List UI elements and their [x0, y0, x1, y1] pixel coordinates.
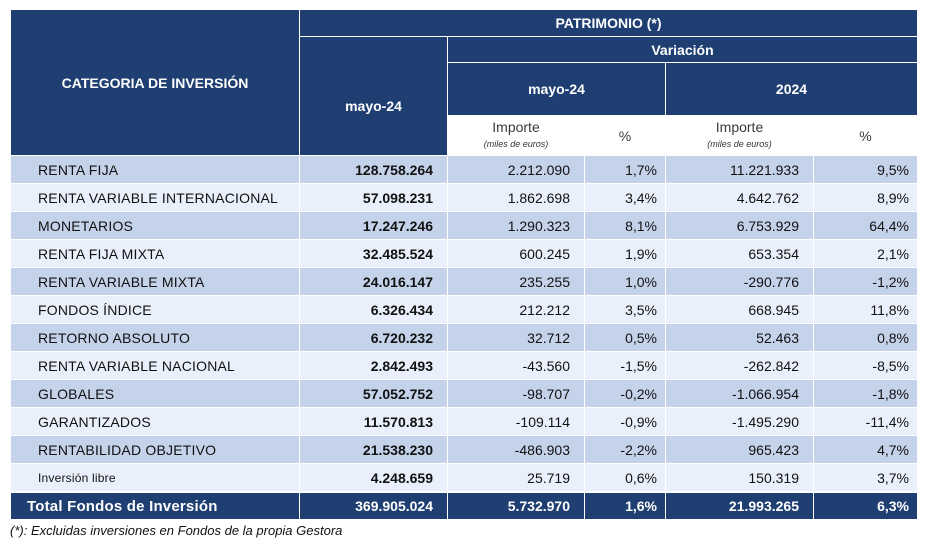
variacion-header: Variación — [448, 37, 918, 63]
table-row — [11, 212, 918, 240]
pct-year-cell: 11,8% — [814, 296, 918, 324]
importe-month-cell: 1.290.323 — [448, 212, 585, 240]
table-row — [11, 436, 918, 464]
table-row — [11, 240, 918, 268]
category-cell: RENTABILIDAD OBJETIVO — [11, 436, 300, 464]
patrimonio-cell: 17.247.246 — [300, 212, 448, 240]
category-cell: RENTA FIJA — [11, 156, 300, 184]
importe-month-cell: 25.719 — [448, 464, 585, 493]
patrimonio-cell: 21.538.230 — [300, 436, 448, 464]
importe-year-cell: -290.776 — [666, 268, 814, 296]
investment-table — [10, 9, 918, 520]
importe-month-cell: 600.245 — [448, 240, 585, 268]
total-pct-year: 6,3% — [814, 492, 918, 520]
importe-month-cell: 2.212.090 — [448, 156, 585, 184]
pct-year-cell: 3,7% — [814, 464, 918, 493]
importe-month-cell: 235.255 — [448, 268, 585, 296]
pct-year-cell: 9,5% — [814, 156, 918, 184]
pct-month-cell: 1,9% — [585, 240, 666, 268]
pct-month-cell: 3,4% — [585, 184, 666, 212]
importe-year-cell: 11.221.933 — [666, 156, 814, 184]
importe-month-cell: 1.862.698 — [448, 184, 585, 212]
pct-month-cell: 1,7% — [585, 156, 666, 184]
pct-month-cell: 1,0% — [585, 268, 666, 296]
patrimonio-header: PATRIMONIO (*) — [300, 10, 918, 37]
category-cell: FONDOS ÍNDICE — [11, 296, 300, 324]
pct-year-cell: 8,9% — [814, 184, 918, 212]
patrimonio-cell: 4.248.659 — [300, 464, 448, 493]
patrimonio-cell: 128.758.264 — [300, 156, 448, 184]
importe-year-cell: 6.753.929 — [666, 212, 814, 240]
total-pct-month: 1,6% — [585, 492, 666, 520]
total-row — [11, 492, 918, 520]
category-cell: GARANTIZADOS — [11, 408, 300, 436]
importe-year-cell: 653.354 — [666, 240, 814, 268]
footnote: (*): Excluidas inversiones en Fondos de la propia Gestora — [10, 523, 343, 538]
pct-month-cell: 3,5% — [585, 296, 666, 324]
importe-year-cell: -1.495.290 — [666, 408, 814, 436]
importe-year-cell: 965.423 — [666, 436, 814, 464]
total-label: Total Fondos de Inversión — [11, 492, 300, 520]
pct-year-cell: -8,5% — [814, 352, 918, 380]
category-cell: Inversión libre — [11, 464, 300, 493]
var-period-header: mayo-24 — [448, 63, 666, 116]
patrimonio-cell: 57.052.752 — [300, 380, 448, 408]
pct-year-cell: -1,8% — [814, 380, 918, 408]
importe-month-cell: 32.712 — [448, 324, 585, 352]
patrimonio-cell: 2.842.493 — [300, 352, 448, 380]
category-cell: RENTA VARIABLE NACIONAL — [11, 352, 300, 380]
importe-month-header: Importe (miles de euros) — [448, 116, 585, 156]
patrimonio-cell: 32.485.524 — [300, 240, 448, 268]
category-cell: GLOBALES — [11, 380, 300, 408]
pct-month-cell: 0,5% — [585, 324, 666, 352]
pct-year-cell: 0,8% — [814, 324, 918, 352]
table-row — [11, 380, 918, 408]
table-row — [11, 296, 918, 324]
pct-year-cell: -11,4% — [814, 408, 918, 436]
importe-month-cell: -109.114 — [448, 408, 585, 436]
pct-month-cell: -0,2% — [585, 380, 666, 408]
table-row — [11, 156, 918, 184]
importe-month-cell: -43.560 — [448, 352, 585, 380]
patrimonio-cell: 6.326.434 — [300, 296, 448, 324]
importe-month-cell: 212.212 — [448, 296, 585, 324]
pct-month-cell: 0,6% — [585, 464, 666, 493]
table-row — [11, 184, 918, 212]
total-importe-month: 5.732.970 — [448, 492, 585, 520]
category-cell: RETORNO ABSOLUTO — [11, 324, 300, 352]
pct-year-cell: 2,1% — [814, 240, 918, 268]
importe-year-cell: -1.066.954 — [666, 380, 814, 408]
pct-year-cell: -1,2% — [814, 268, 918, 296]
pct-month-cell: 8,1% — [585, 212, 666, 240]
importe-month-cell: -486.903 — [448, 436, 585, 464]
table-row — [11, 464, 918, 493]
var-year-header: 2024 — [666, 63, 918, 116]
table-row — [11, 352, 918, 380]
patrimonio-cell: 57.098.231 — [300, 184, 448, 212]
importe-year-header: Importe (miles de euros) — [666, 116, 814, 156]
table-row — [11, 268, 918, 296]
category-cell: RENTA FIJA MIXTA — [11, 240, 300, 268]
table-row — [11, 408, 918, 436]
pct-year-header: % — [814, 116, 918, 156]
patrimonio-cell: 6.720.232 — [300, 324, 448, 352]
total-importe-year: 21.993.265 — [666, 492, 814, 520]
importe-year-cell: 150.319 — [666, 464, 814, 493]
patrimonio-cell: 11.570.813 — [300, 408, 448, 436]
importe-year-cell: 4.642.762 — [666, 184, 814, 212]
importe-year-cell: 52.463 — [666, 324, 814, 352]
pct-year-cell: 64,4% — [814, 212, 918, 240]
period-header: mayo-24 — [300, 37, 448, 156]
total-patrimonio: 369.905.024 — [300, 492, 448, 520]
pct-month-cell: -1,5% — [585, 352, 666, 380]
category-cell: RENTA VARIABLE MIXTA — [11, 268, 300, 296]
pct-month-header: % — [585, 116, 666, 156]
category-cell: MONETARIOS — [11, 212, 300, 240]
pct-month-cell: -0,9% — [585, 408, 666, 436]
pct-year-cell: 4,7% — [814, 436, 918, 464]
category-header: CATEGORIA DE INVERSIÓN — [11, 10, 300, 156]
importe-month-cell: -98.707 — [448, 380, 585, 408]
table-row — [11, 324, 918, 352]
patrimonio-cell: 24.016.147 — [300, 268, 448, 296]
category-cell: RENTA VARIABLE INTERNACIONAL — [11, 184, 300, 212]
importe-year-cell: 668.945 — [666, 296, 814, 324]
importe-year-cell: -262.842 — [666, 352, 814, 380]
pct-month-cell: -2,2% — [585, 436, 666, 464]
